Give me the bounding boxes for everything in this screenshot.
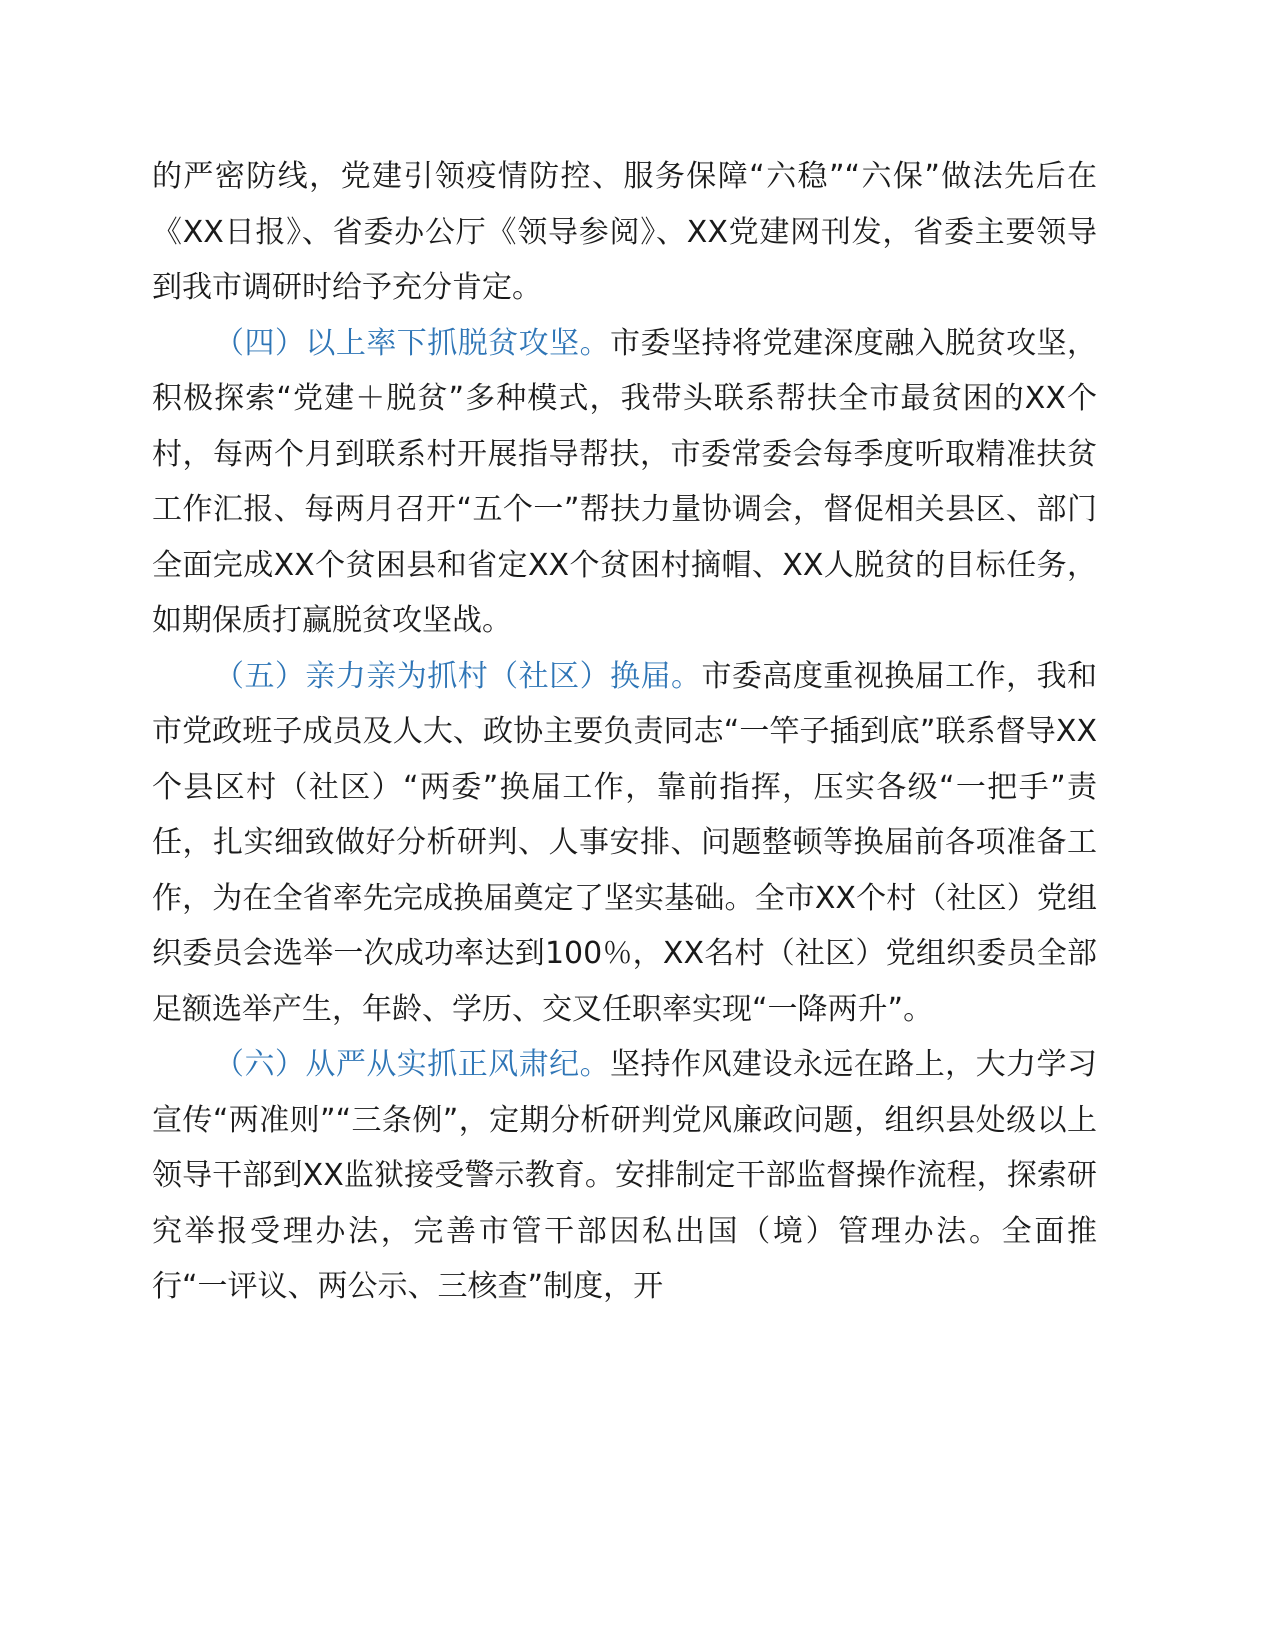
paragraph-text: 市委高度重视换届工作，我和市党政班子成员及人大、政协主要负责同志“一竿子插到底”联系督导XX个县区村（社区）“两委”换届工作，靠前指挥，压实各级“一把手”责任，扎实细致做好分析研判、人事安排、问题整顿等换届前各项准备工作，为在全省率先完成换届奠定了坚实基础。全市XX个村（社区）党组织委员会选举一次成功率达到100％，XX名村（社区）党组织委员全部足额选举产生，年龄、学历、交叉任职率实现“一降两升”。	[152, 658, 1098, 1027]
paragraph-continuation	[152, 149, 1097, 316]
document-body	[152, 149, 1097, 1315]
paragraph-text: 市委坚持将党建深度融入脱贫攻坚，积极探索“党建＋脱贫”多种模式，我带头联系帮扶全市最贫困的XX个村，每两个月到联系村开展指导帮扶，市委常委会每季度听取精准扶贫工作汇报、每两月召开“五个一”帮扶力量协调会，督促相关县区、部门全面完成XX个贫困县和省定XX个贫困村摘帽、XX人脱贫的目标任务，如期保质打赢脱贫攻坚战。	[152, 325, 1098, 638]
paragraph-village-election	[152, 649, 1097, 1038]
paragraph-poverty-alleviation	[152, 316, 1097, 649]
paragraph-discipline	[152, 1037, 1097, 1315]
section-heading-6: （六）从严从实抓正风肃纪。	[214, 1047, 611, 1082]
section-heading-5: （五）亲力亲为抓村（社区）换届。	[214, 658, 702, 694]
paragraph-text: 的严密防线，党建引领疫情防控、服务保障“六稳”“六保”做法先后在《XX日报》、省委办公厅《领导参阅》、XX党建网刊发，省委主要领导到我市调研时给予充分肯定。	[152, 159, 1097, 305]
paragraph-text: 坚持作风建设永远在路上，大力学习宣传“两准则”“三条例”，定期分析研判党风廉政问题，组织县处级以上领导干部到XX监狱接受警示教育。安排制定干部监督操作流程，探索研究举报受理办法，完善市管干部因私出国（境）管理办法。全面推行“一评议、两公示、三核查”制度，开	[152, 1047, 1098, 1304]
section-heading-4: （四）以上率下抓脱贫攻坚。	[214, 325, 611, 361]
